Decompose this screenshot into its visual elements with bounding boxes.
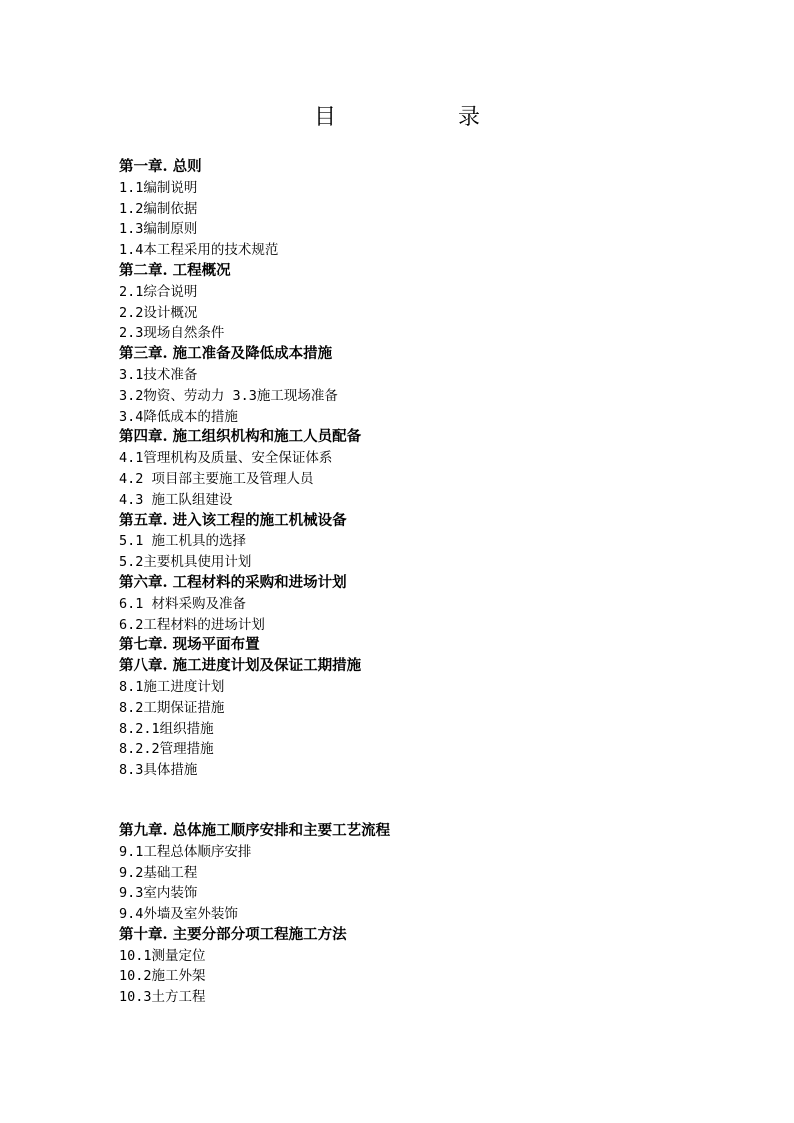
toc-section: 8.2.1组织措施 bbox=[119, 720, 214, 737]
toc-chapter: 第五章. 进入该工程的施工机械设备 bbox=[119, 511, 347, 529]
toc-section: 2.3现场自然条件 bbox=[119, 325, 225, 342]
toc-chapter: 第七章. 现场平面布置 bbox=[119, 636, 260, 654]
toc-chapter: 第八章. 施工进度计划及保证工期措施 bbox=[119, 657, 362, 675]
toc-section: 10.1测量定位 bbox=[119, 947, 206, 964]
toc-chapter: 第四章. 施工组织机构和施工人员配备 bbox=[119, 428, 362, 446]
document-title: 目 录 bbox=[313, 105, 530, 130]
toc-section: 10.3土方工程 bbox=[119, 989, 206, 1006]
toc-section: 9.2基础工程 bbox=[119, 864, 198, 881]
toc-chapter: 第一章. 总则 bbox=[119, 158, 202, 175]
toc-section: 10.2施工外架 bbox=[119, 968, 206, 985]
toc-chapter: 第六章. 工程材料的采购和进场计划 bbox=[119, 573, 347, 591]
toc-section: 4.3 施工队组建设 bbox=[119, 491, 233, 508]
toc-section: 8.2工期保证措施 bbox=[119, 699, 225, 716]
toc-section: 2.1综合说明 bbox=[119, 283, 198, 300]
toc-section: 6.2工程材料的进场计划 bbox=[119, 616, 265, 633]
toc-section: 4.1管理机构及质量、安全保证体系 bbox=[119, 450, 333, 467]
toc-section: 3.4降低成本的措施 bbox=[119, 408, 238, 425]
toc-chapter: 第十章. 主要分部分项工程施工方法 bbox=[119, 925, 347, 943]
toc-section: 6.1 材料采购及准备 bbox=[119, 595, 247, 612]
table-of-contents bbox=[119, 157, 719, 1008]
toc-section: 4.2 项目部主要施工及管理人员 bbox=[119, 470, 314, 487]
toc-section: 8.3具体措施 bbox=[119, 762, 198, 779]
toc-chapter: 第三章. 施工准备及降低成本措施 bbox=[119, 345, 333, 363]
toc-spacer bbox=[119, 781, 719, 821]
toc-section: 5.1 施工机具的选择 bbox=[119, 533, 247, 550]
toc-section: 8.2.2管理措施 bbox=[119, 741, 214, 758]
toc-section: 8.1施工进度计划 bbox=[119, 678, 225, 695]
toc-section: 9.3室内装饰 bbox=[119, 885, 198, 902]
toc-section: 5.2主要机具使用计划 bbox=[119, 554, 252, 571]
toc-section: 2.2设计概况 bbox=[119, 304, 198, 321]
toc-section: 9.4外墙及室外装饰 bbox=[119, 906, 238, 923]
toc-chapter: 第九章. 总体施工顺序安排和主要工艺流程 bbox=[119, 821, 391, 839]
toc-section: 3.2物资、劳动力 3.3施工现场准备 bbox=[119, 387, 338, 404]
toc-section: 1.2编制依据 bbox=[119, 200, 198, 217]
toc-section: 1.1编制说明 bbox=[119, 179, 198, 196]
toc-section: 9.1工程总体顺序安排 bbox=[119, 843, 252, 860]
toc-chapter: 第二章. 工程概况 bbox=[119, 261, 231, 279]
toc-section: 1.3编制原则 bbox=[119, 221, 198, 238]
toc-section: 3.1技术准备 bbox=[119, 366, 198, 383]
toc-section: 1.4本工程采用的技术规范 bbox=[119, 242, 279, 259]
